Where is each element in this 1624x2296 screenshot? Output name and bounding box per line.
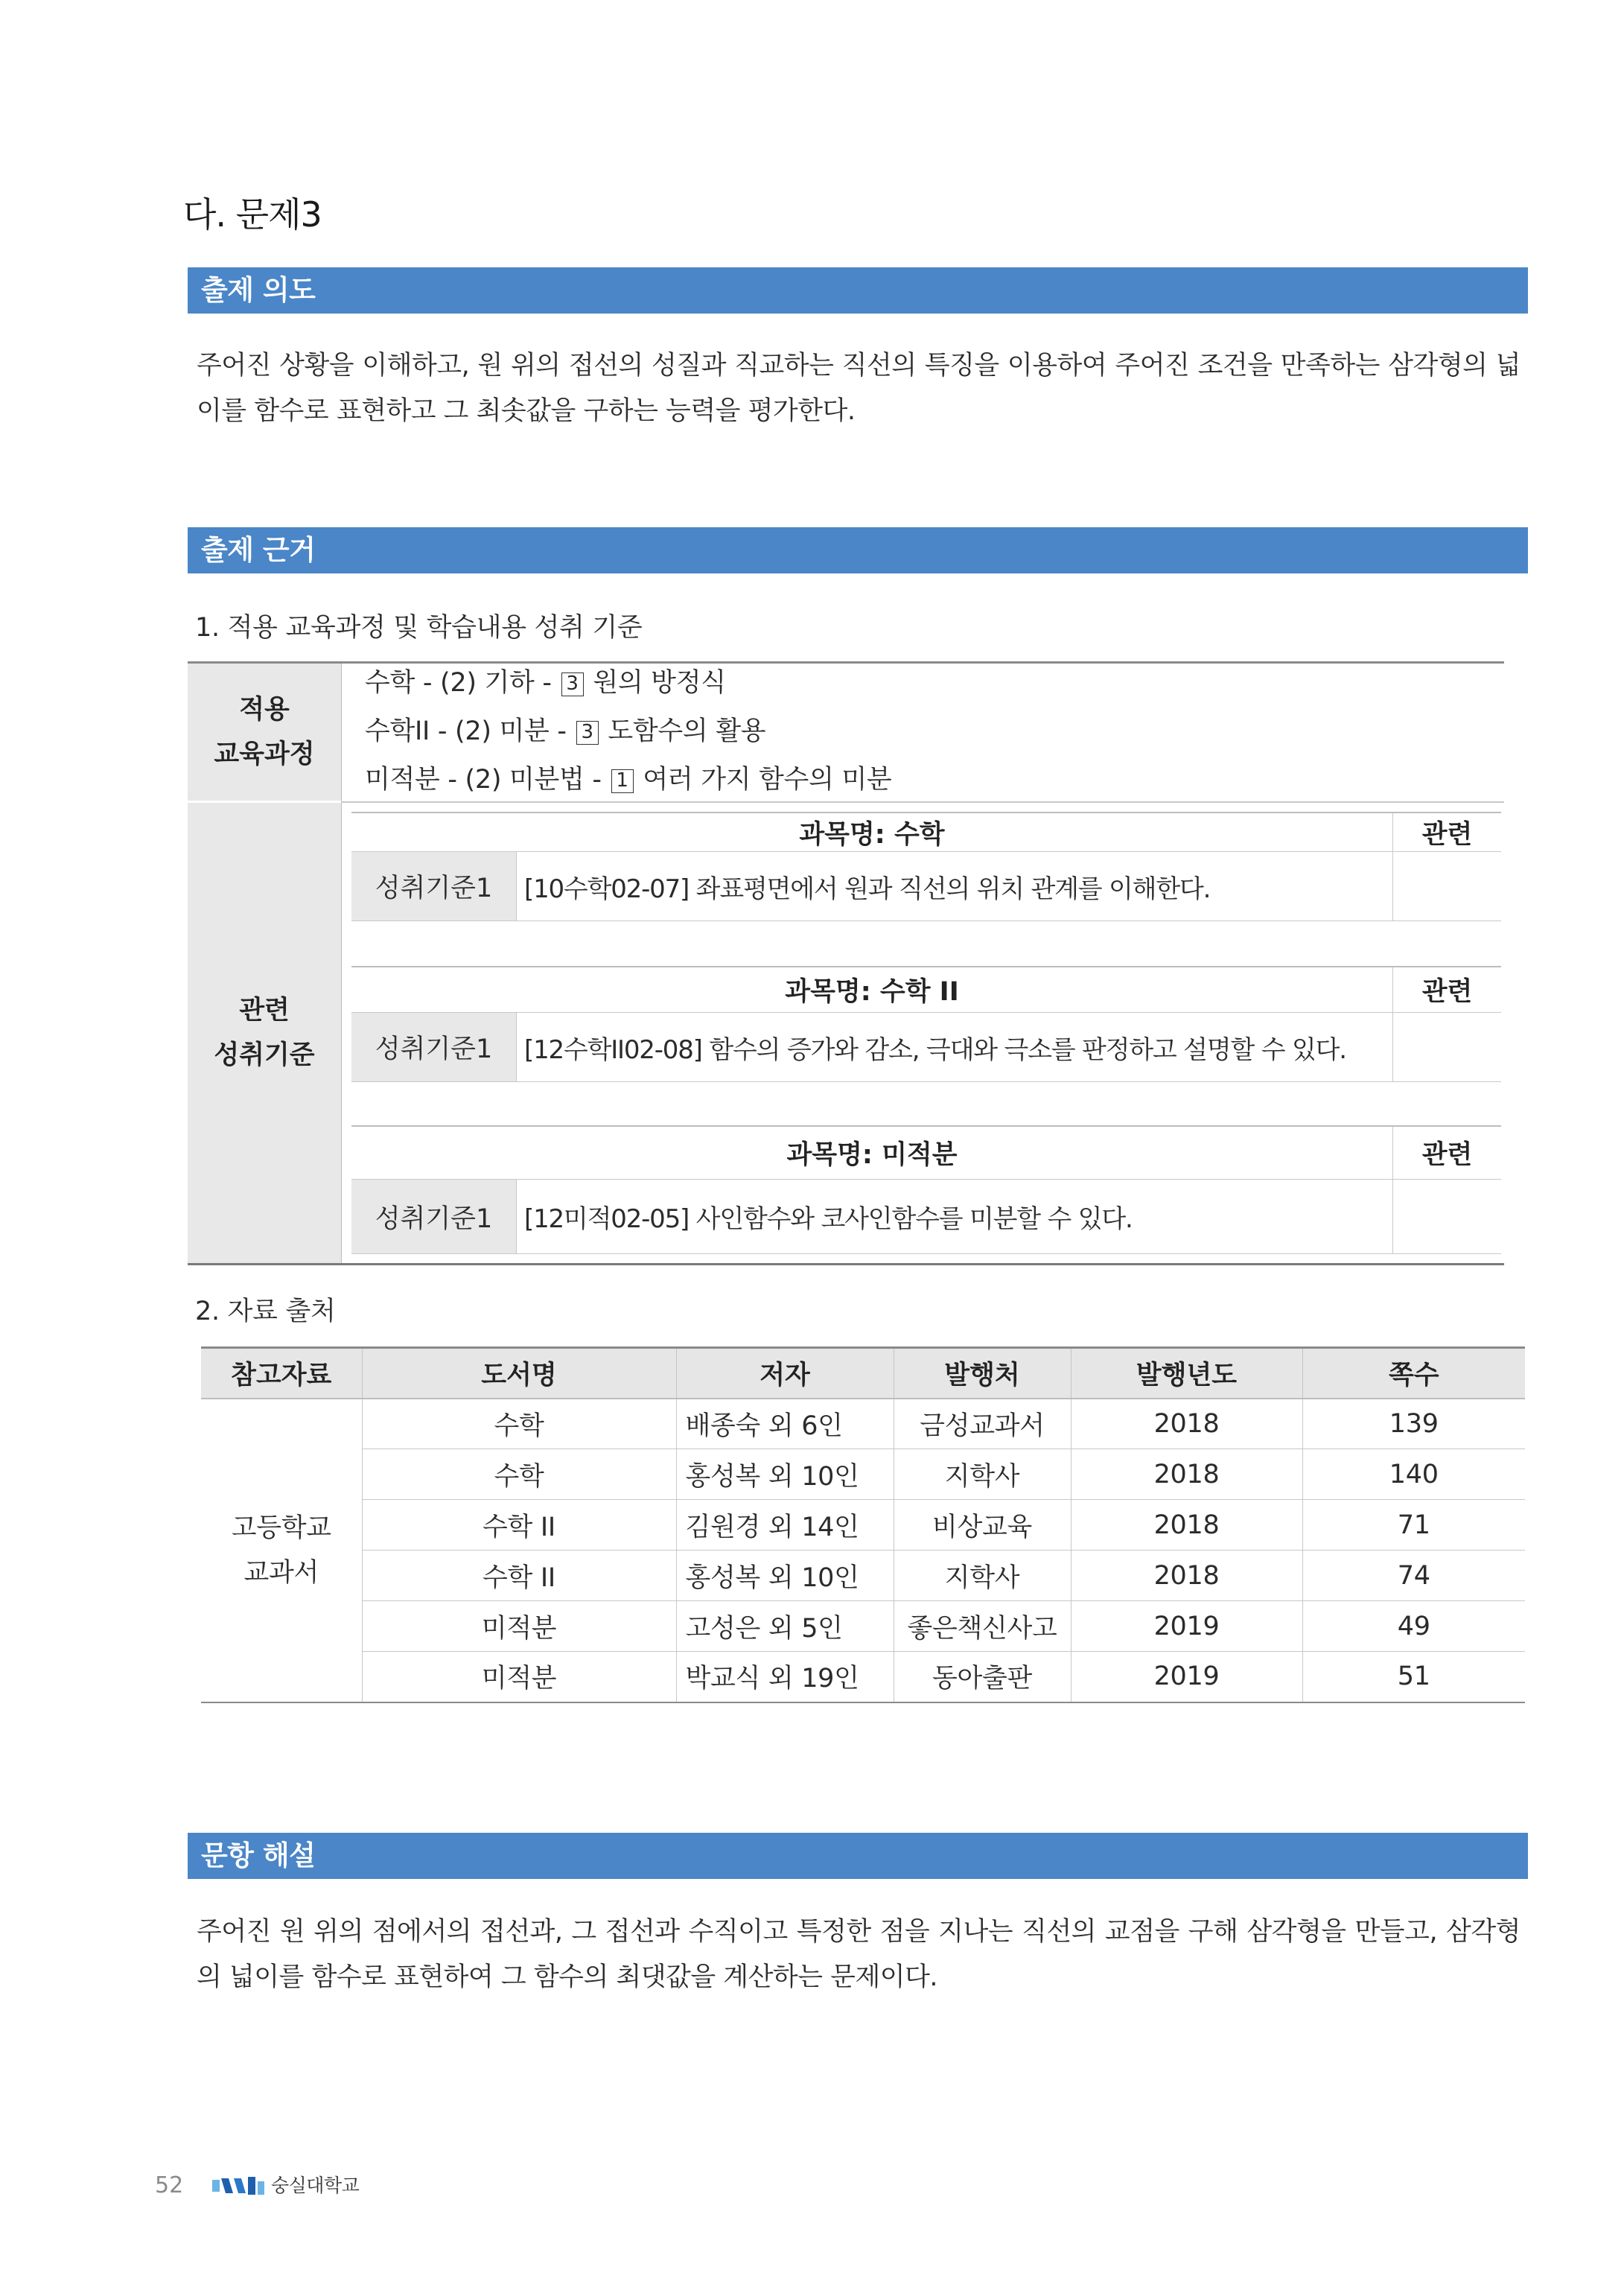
related-cell <box>1392 852 1501 920</box>
ssu-logo-icon <box>211 2174 267 2198</box>
section-title: 다. 문제3 <box>183 194 322 235</box>
pages: 74 <box>1302 1551 1525 1601</box>
author: 김원경 외 14인 <box>676 1500 894 1551</box>
subtable-header <box>351 966 1501 1013</box>
subject-name: 과목명: 미적분 <box>786 1140 958 1170</box>
standard-row <box>351 1180 1501 1254</box>
logo-block-light <box>212 2180 220 2192</box>
curriculum-list <box>365 659 891 804</box>
standards-label-line2: 성취기준 <box>214 1040 315 1070</box>
pages: 139 <box>1302 1399 1525 1449</box>
standards-label-line1: 관련 <box>239 996 290 1025</box>
table-row <box>201 1500 1525 1551</box>
book-title: 수학 II <box>362 1500 676 1551</box>
explanation-paragraph: 주어진 원 위의 점에서의 접선과, 그 접선과 수직이고 특정한 점을 지나는 직선의 교점을 구해 삼각형을 만들고, 삼각형의 넓이를 함수로 표현하여 그 함수의 최댓값을 계산하는 문제이다. <box>197 1917 1520 1992</box>
curriculum-label-line2: 교육과정 <box>214 740 315 769</box>
curriculum-item <box>365 756 891 804</box>
section2-title: 2. 자료 출처 <box>195 1297 336 1326</box>
subject-name: 과목명: 수학 II <box>785 977 959 1007</box>
curriculum-standards-table <box>188 661 1504 1265</box>
year: 2019 <box>1071 1601 1302 1652</box>
subject-name: 과목명: 수학 <box>799 819 945 850</box>
curriculum-item-boxed-number: 3 <box>561 672 584 696</box>
table-row <box>201 1449 1525 1500</box>
publisher: 지학사 <box>894 1551 1071 1601</box>
curriculum-label-line1: 적용 <box>239 695 290 725</box>
header-year: 발행년도 <box>1071 1348 1302 1399</box>
curriculum-item-prefix: 미적분 - (2) 미분법 - <box>365 765 610 795</box>
standard-subtable-math2 <box>351 966 1501 1082</box>
standard-text: [10수학02-07] 좌표평면에서 원과 직선의 위치 관계를 이해한다. <box>524 874 1211 904</box>
publisher: 비상교육 <box>894 1500 1071 1551</box>
pages: 71 <box>1302 1500 1525 1551</box>
group-line2: 교과서 <box>243 1557 319 1588</box>
related-cell <box>1392 1013 1501 1081</box>
intent-paragraph: 주어진 상황을 이해하고, 원 위의 접선의 성질과 직교하는 직선의 특징을 이용하여 주어진 조건을 만족하는 삼각형의 넓이를 함수로 표현하고 그 최솟값을 구하는 능력을 평가한다. <box>197 351 1520 426</box>
header-author: 저자 <box>676 1348 894 1399</box>
book-title: 수학 <box>362 1449 676 1500</box>
related-header: 관련 <box>1392 1127 1501 1179</box>
logo-block-slant-2 <box>234 2178 246 2193</box>
university-name: 숭실대학교 <box>271 2175 360 2196</box>
reference-group-cell <box>201 1399 362 1702</box>
page-number: 52 <box>155 2172 184 2198</box>
standard-row <box>351 852 1501 921</box>
basis-heading-bar: 출제 근거 <box>188 527 1528 573</box>
book-title: 미적분 <box>362 1601 676 1652</box>
standard-label: 성취기준1 <box>351 1013 517 1081</box>
curriculum-item-suffix: 여러 가지 함수의 미분 <box>634 765 892 795</box>
group-line1: 고등학교 <box>231 1513 331 1543</box>
curriculum-item-boxed-number: 1 <box>611 769 634 793</box>
logo-block-slant-1 <box>221 2178 233 2193</box>
year: 2018 <box>1071 1399 1302 1449</box>
pages: 140 <box>1302 1449 1525 1500</box>
author: 홍성복 외 10인 <box>676 1551 894 1601</box>
related-cell <box>1392 1180 1501 1253</box>
header-pages: 쪽수 <box>1302 1348 1525 1399</box>
table-row <box>201 1652 1525 1702</box>
header-publisher: 발행처 <box>894 1348 1071 1399</box>
publisher: 좋은책신사고 <box>894 1601 1071 1652</box>
curriculum-item-suffix: 도함수의 활용 <box>599 716 766 746</box>
standard-text: [12수학II02-08] 함수의 증가와 감소, 극대와 극소를 판정하고 설명할 수 있다. <box>524 1034 1346 1065</box>
curriculum-item-suffix: 원의 방정식 <box>585 668 726 698</box>
curriculum-item-prefix: 수학 - (2) 기하 - <box>365 668 560 698</box>
curriculum-item <box>365 659 891 707</box>
standard-label: 성취기준1 <box>351 1180 517 1253</box>
year: 2018 <box>1071 1500 1302 1551</box>
header-book-title: 도서명 <box>362 1348 676 1399</box>
related-header: 관련 <box>1392 813 1501 851</box>
related-header: 관련 <box>1392 967 1501 1012</box>
logo-block-small <box>258 2181 264 2195</box>
curriculum-item <box>365 707 891 756</box>
author: 배종숙 외 6인 <box>676 1399 894 1449</box>
standard-subtable-math <box>351 812 1501 921</box>
publisher: 동아출판 <box>894 1652 1071 1702</box>
sources-table <box>201 1346 1525 1703</box>
standards-label-cell <box>188 803 341 1263</box>
year: 2019 <box>1071 1652 1302 1702</box>
explanation-heading-bar: 문항 해설 <box>188 1833 1528 1879</box>
publisher: 지학사 <box>894 1449 1071 1500</box>
label-divider <box>341 664 342 1263</box>
section1-title: 1. 적용 교육과정 및 학습내용 성취 기준 <box>195 613 643 643</box>
curriculum-item-boxed-number: 3 <box>576 721 599 745</box>
standard-subtable-calculus <box>351 1125 1501 1254</box>
intent-heading-bar: 출제 의도 <box>188 267 1528 314</box>
subtable-header <box>351 812 1501 852</box>
subtable-header <box>351 1125 1501 1180</box>
pages: 49 <box>1302 1601 1525 1652</box>
table-row <box>201 1399 1525 1449</box>
year: 2018 <box>1071 1449 1302 1500</box>
author: 박교식 외 19인 <box>676 1652 894 1702</box>
sources-header-row <box>201 1348 1525 1399</box>
publisher: 금성교과서 <box>894 1399 1071 1449</box>
standard-text: [12미적02-05] 사인함수와 코사인함수를 미분할 수 있다. <box>524 1204 1133 1234</box>
header-reference: 참고자료 <box>201 1348 362 1399</box>
book-title: 미적분 <box>362 1652 676 1702</box>
standard-label: 성취기준1 <box>351 852 517 920</box>
pages: 51 <box>1302 1652 1525 1702</box>
logo-block-bar <box>248 2177 255 2195</box>
author: 고성은 외 5인 <box>676 1601 894 1652</box>
book-title: 수학 <box>362 1399 676 1449</box>
curriculum-label-cell <box>188 664 341 801</box>
curriculum-item-prefix: 수학II - (2) 미분 - <box>365 716 575 746</box>
author: 홍성복 외 10인 <box>676 1449 894 1500</box>
standard-row <box>351 1013 1501 1082</box>
table-row <box>201 1601 1525 1652</box>
book-title: 수학 II <box>362 1551 676 1601</box>
table-row <box>201 1551 1525 1601</box>
year: 2018 <box>1071 1551 1302 1601</box>
